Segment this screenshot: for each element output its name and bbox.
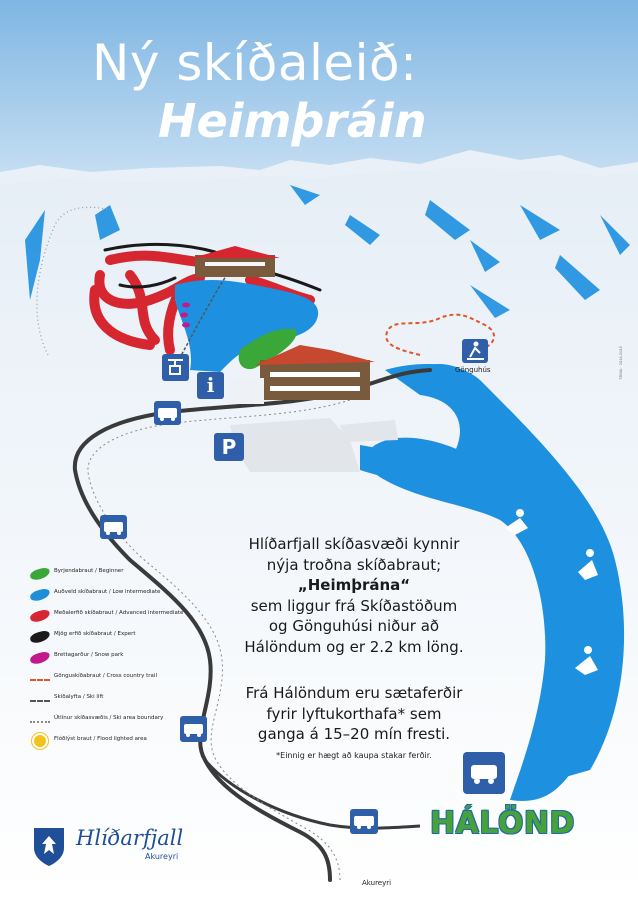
halond-label: HÁLÖND bbox=[430, 806, 575, 841]
logo-name: Hlíðarfjall bbox=[76, 826, 184, 850]
bus-stop-top bbox=[154, 401, 181, 425]
bus-icon bbox=[100, 515, 127, 539]
desc-line: og Gönguhúsi niður að bbox=[268, 617, 440, 635]
legend-label: Útlínur skíðasvæðis / Ski area boundary bbox=[54, 715, 164, 721]
crest-logo bbox=[32, 826, 66, 868]
info-sign bbox=[197, 372, 224, 399]
cross-country-skier-icon bbox=[462, 339, 488, 363]
desc-line: fyrir lyftukorthafa* sem bbox=[266, 704, 442, 723]
info-icon: i bbox=[206, 373, 215, 397]
logo-sub: Akureyri bbox=[145, 852, 179, 861]
bus-stop-bottom bbox=[350, 809, 378, 834]
parking-sign bbox=[214, 433, 244, 461]
chairlift-icon bbox=[162, 354, 189, 381]
title-line-1: Ný skíðaleið: bbox=[92, 34, 418, 92]
legend-dash-icon bbox=[30, 700, 50, 702]
title-line-2: Heimþráin bbox=[158, 94, 427, 148]
gonguhus-label: Gönguhús bbox=[455, 366, 491, 374]
desc-line: Hlíðarfjall skíðasvæði kynnir bbox=[248, 535, 460, 553]
ski-lift-sign bbox=[162, 354, 189, 381]
legend-label: Meðalerfið skíðabraut / Advanced intermediate bbox=[54, 610, 184, 616]
bus-icon bbox=[180, 716, 207, 742]
sun-icon bbox=[34, 735, 46, 747]
legend-label: Flóðlýst braut / Flood lighted area bbox=[54, 736, 147, 742]
bus-icon bbox=[154, 401, 181, 425]
description-block bbox=[234, 534, 474, 657]
transport-block bbox=[234, 683, 474, 745]
legend-dash-icon bbox=[30, 679, 50, 681]
legend-label: Brettagarður / Snow park bbox=[54, 652, 124, 658]
legend-label: Mjög erfið skíðabraut / Expert bbox=[54, 631, 136, 637]
legend-label: Auðveld skíðabraut / Low intermediate bbox=[54, 589, 161, 595]
parking-icon: P bbox=[221, 435, 237, 459]
legend-label: Skíðalyfta / Ski lift bbox=[54, 694, 104, 700]
desc-line: ganga á 15–20 mín fresti. bbox=[257, 725, 451, 743]
legend-dots-icon bbox=[30, 721, 50, 723]
trail-name: „Heimþrána“ bbox=[297, 576, 411, 594]
akureyri-label: Akureyri bbox=[362, 879, 392, 887]
bus-stop-mid1 bbox=[100, 515, 127, 539]
footnote: *Einnig er hægt að kaupa stakar ferðir. bbox=[276, 751, 432, 760]
desc-line: Frá Hálöndum eru sætaferðir bbox=[245, 684, 463, 702]
crest-icon bbox=[32, 826, 66, 868]
legend-label: Byrjendabraut / Beginner bbox=[54, 568, 124, 574]
bus-icon bbox=[350, 809, 378, 834]
desc-line: sem liggur frá Skíðastöðum bbox=[250, 596, 458, 615]
desc-line: Hálöndum og er 2.2 km löng. bbox=[244, 637, 464, 656]
cross-country-sign bbox=[462, 339, 488, 363]
desc-line: nýja troðna skíðabraut; bbox=[266, 555, 442, 574]
credit-text: TBWA · 2014-2015 bbox=[618, 346, 623, 380]
bus-stop-mid2 bbox=[180, 716, 207, 742]
legend-label: Gönguskíðabraut / Cross country trail bbox=[54, 673, 157, 679]
